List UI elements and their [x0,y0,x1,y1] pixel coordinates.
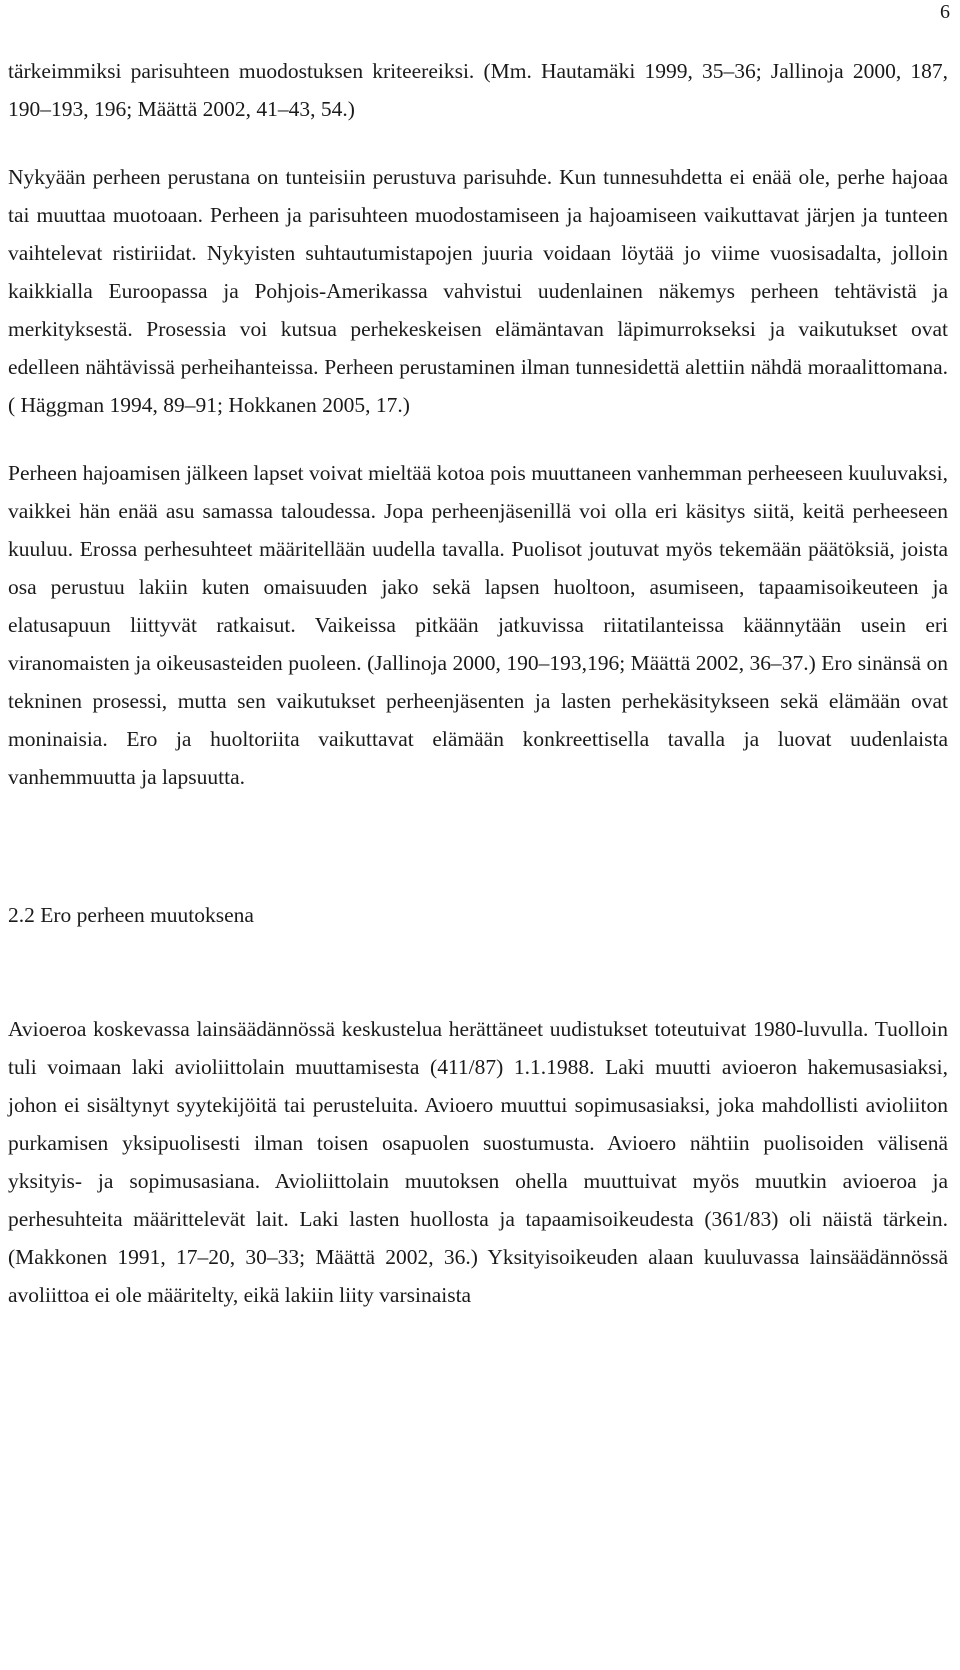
paragraph-3: Perheen hajoamisen jälkeen lapset voivat mieltää kotoa pois muuttaneen vanhemman perheeseen kuuluvaksi, vaikkei hän enää asu samassa taloudessa. Jopa perheenjäsenillä voi olla eri käsitys siitä, keitä perheeseen kuuluu. Erossa perhesuhteet määritellään uudella tavalla. Puolisot joutuvat myös tekemään päätöksiä, joista osa perustuu lakiin kuten omaisuuden jako sekä lapsen huoltoon, asumiseen, tapaamisoikeuteen ja elatusapuun liittyvät ratkaisut. Vaikeissa pitkään jatkuvissa riitatilanteissa käännytään usein eri viranomaisten ja oikeusasteiden puoleen. (Jallinoja 2000, 190–193,196; Määttä 2002, 36–37.) Ero sinänsä on tekninen prosessi, mutta sen vaikutukset perheenjäsenten ja lasten perhekäsitykseen sekä elämään ovat moninaisia. Ero ja huoltoriita vaikuttavat elämään konkreettisella tavalla ja luovat uudenlaista vanhemmuutta ja lapsuutta. [8,461,948,789]
document-body [8,52,948,1314]
paragraph-2: Nykyään perheen perustana on tunteisiin perustuva parisuhde. Kun tunnesuhdetta ei enää ole, perhe hajoaa tai muuttaa muotoaan. Perheen ja parisuhteen muodostamiseen ja hajoamiseen vaikuttavat järjen ja tunteen vaihtelevat ristiriidat. Nykyisten suhtautumistapojen juuria voidaan löytää jo viime vuosisadalta, jolloin kaikkialla Euroopassa ja Pohjois-Amerikassa vahvistui uudenlainen näkemys perheen tehtävistä ja merkityksestä. Prosessia voi kutsua perhekeskeisen elämäntavan läpimurrokseksi ja vaikutukset ovat edelleen nähtävissä perheihanteissa. Perheen perustaminen ilman tunnesidettä alettiin nähdä moraalittomana. ( Häggman 1994, 89–91; Hokkanen 2005, 17.) [8,165,948,417]
page-number: 6 [940,1,950,23]
paragraph-1: tärkeimmiksi parisuhteen muodostuksen kriteereiksi. (Mm. Hautamäki 1999, 35–36; Jallinoja 2000, 187, 190–193, 196; Määttä 2002, 41–43, 54.) [8,59,948,121]
section-heading: 2.2 Ero perheen muutoksena [8,903,254,927]
section-paragraph: Avioeroa koskevassa lainsäädännössä keskustelua herättäneet uudistukset toteutuivat 1980-luvulla. Tuolloin tuli voimaan laki avioliittolain muuttamisesta (411/87) 1.1.1988. Laki muutti avioeron hakemusasiaksi, johon ei sisältynyt syytekijöitä tai perusteluita. Avioero muuttui sopimusasiaksi, joka mahdollisti avioliiton purkamisen yksipuolisesti ilman toisen osapuolen suostumusta. Avioero nähtiin puolisoiden välisenä yksityis- ja sopimusasiana. Avioliittolain muutoksen ohella muuttuivat myös muutkin avioeroa ja perhesuhteita määrittelevät lait. Laki lasten huollosta ja tapaamisoikeudesta (361/83) oli näistä tärkein. (Makkonen 1991, 17–20, 30–33; Määttä 2002, 36.) Yksityisoikeuden alaan kuuluvassa lainsäädännössä avoliittoa ei ole määritelty, eikä lakiin liity varsinaista [8,1017,948,1307]
